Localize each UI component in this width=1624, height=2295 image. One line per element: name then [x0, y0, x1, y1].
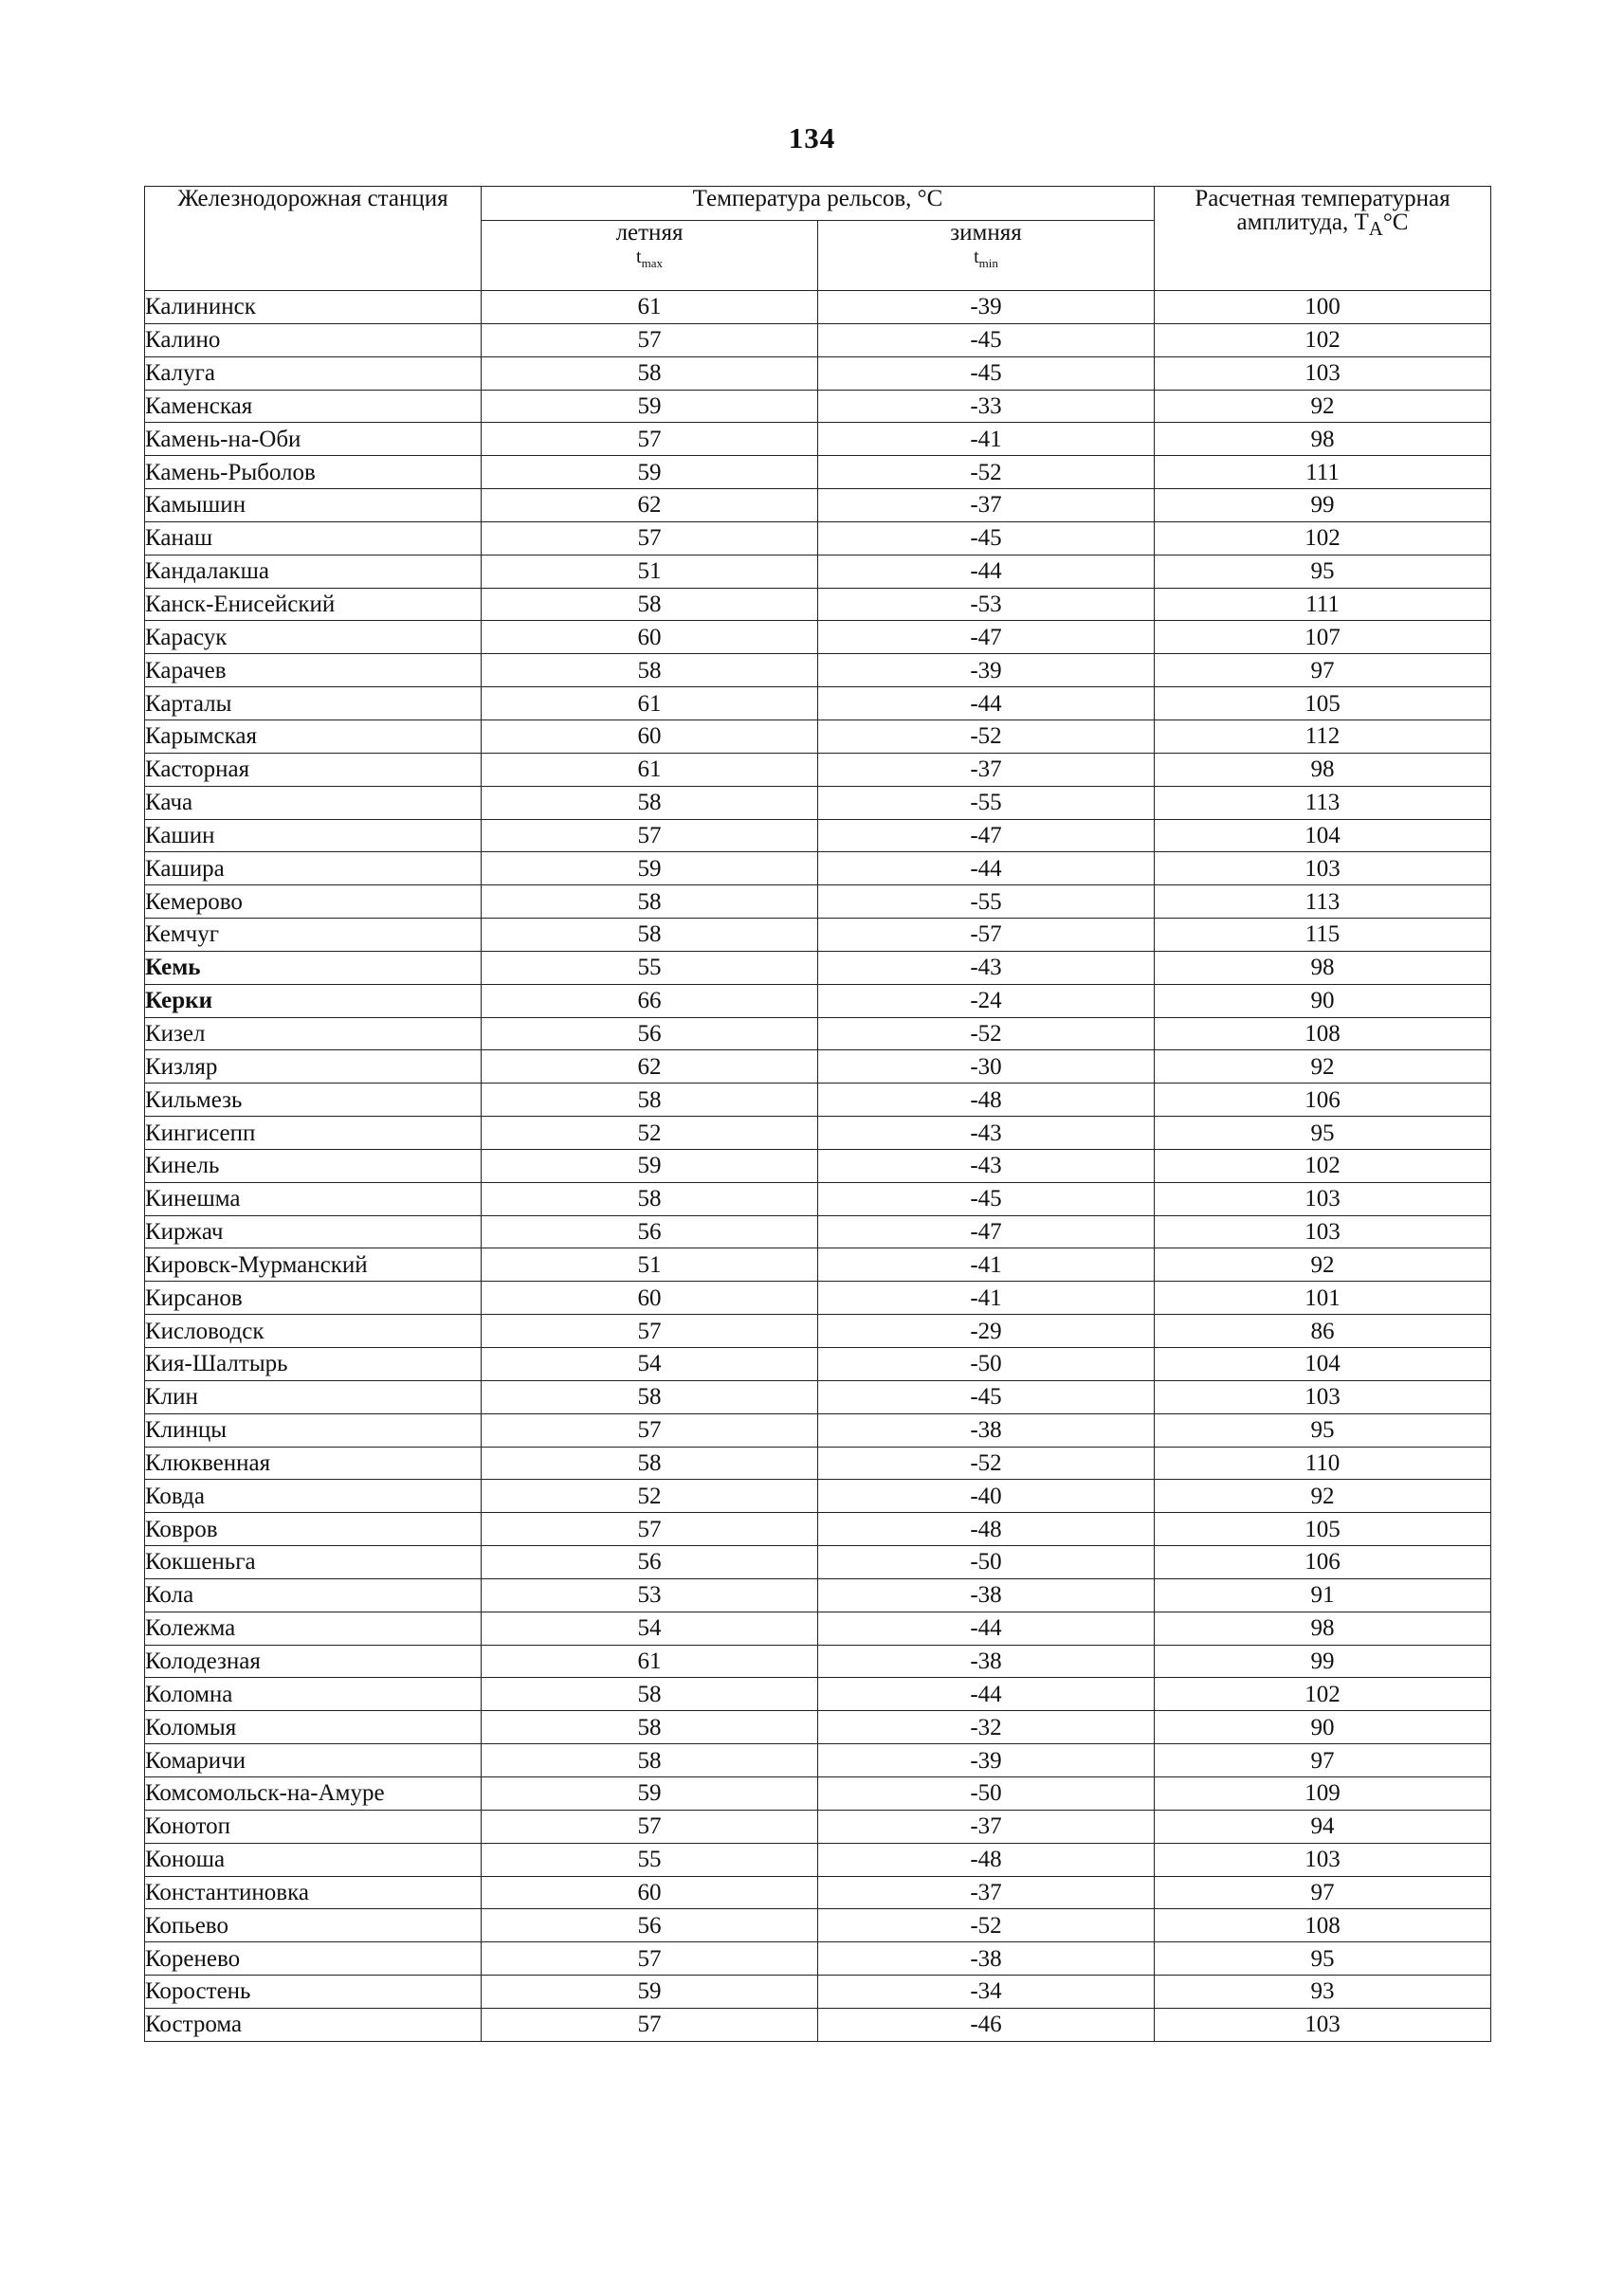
cell-tmax: 58: [482, 1182, 818, 1215]
cell-tmax: 57: [482, 2008, 818, 2041]
cell-tmin: -38: [818, 1645, 1155, 1678]
table-row: [145, 1744, 1491, 1777]
cell-tmax: 58: [482, 1678, 818, 1711]
cell-amplitude: 99: [1155, 1645, 1491, 1678]
cell-amplitude: 98: [1155, 753, 1491, 786]
cell-station: Карачев: [145, 654, 482, 687]
table-row: [145, 1348, 1491, 1381]
cell-tmax: 58: [482, 1447, 818, 1480]
table-row: [145, 390, 1491, 423]
cell-tmax: 61: [482, 291, 818, 324]
cell-tmin: -39: [818, 1744, 1155, 1777]
cell-amplitude: 111: [1155, 588, 1491, 621]
table-row: [145, 1578, 1491, 1612]
cell-tmax: 60: [482, 1282, 818, 1315]
cell-station: Кизел: [145, 1017, 482, 1050]
table-row: [145, 1612, 1491, 1645]
cell-tmax: 57: [482, 323, 818, 356]
cell-tmax: 57: [482, 423, 818, 456]
cell-tmax: 56: [482, 1017, 818, 1050]
cell-amplitude: 103: [1155, 1380, 1491, 1413]
table-row: [145, 687, 1491, 720]
cell-station: Коренево: [145, 1942, 482, 1976]
cell-amplitude: 103: [1155, 356, 1491, 390]
cell-tmin: -41: [818, 1282, 1155, 1315]
cell-tmin: -52: [818, 456, 1155, 489]
cell-amplitude: 98: [1155, 1612, 1491, 1645]
cell-tmin: -53: [818, 588, 1155, 621]
cell-amplitude: 103: [1155, 2008, 1491, 2041]
table-body: [145, 291, 1491, 2042]
cell-amplitude: 103: [1155, 1215, 1491, 1248]
cell-station: Карымская: [145, 719, 482, 753]
cell-tmin: -44: [818, 1612, 1155, 1645]
cell-amplitude: 92: [1155, 1248, 1491, 1282]
cell-tmax: 60: [482, 1876, 818, 1909]
cell-tmin: -41: [818, 423, 1155, 456]
cell-station: Карталы: [145, 687, 482, 720]
cell-station: Копьево: [145, 1909, 482, 1942]
cell-tmin: -45: [818, 356, 1155, 390]
table-row: [145, 885, 1491, 919]
cell-amplitude: 103: [1155, 852, 1491, 885]
cell-station: Кия-Шалтырь: [145, 1348, 482, 1381]
cell-tmax: 57: [482, 819, 818, 852]
cell-amplitude: 92: [1155, 1050, 1491, 1084]
table-row: [145, 521, 1491, 555]
cell-tmax: 62: [482, 489, 818, 522]
table-row: [145, 1413, 1491, 1447]
cell-tmin: -39: [818, 291, 1155, 324]
cell-tmin: -24: [818, 984, 1155, 1017]
cell-station: Калуга: [145, 356, 482, 390]
cell-tmin: -43: [818, 1117, 1155, 1150]
table-row: [145, 588, 1491, 621]
table-row: [145, 654, 1491, 687]
cell-tmax: 58: [482, 1380, 818, 1413]
table-row: [145, 1678, 1491, 1711]
cell-station: Кизляр: [145, 1050, 482, 1084]
cell-station: Камень-на-Оби: [145, 423, 482, 456]
cell-tmin: -52: [818, 719, 1155, 753]
table-row: [145, 291, 1491, 324]
cell-tmin: -45: [818, 323, 1155, 356]
table-row: [145, 1843, 1491, 1876]
cell-tmax: 57: [482, 1413, 818, 1447]
table-row: [145, 1017, 1491, 1050]
cell-tmax: 55: [482, 951, 818, 984]
cell-tmax: 59: [482, 456, 818, 489]
cell-station: Киржач: [145, 1215, 482, 1248]
cell-tmax: 58: [482, 654, 818, 687]
table-row: [145, 786, 1491, 819]
header-station: [145, 187, 482, 291]
cell-amplitude: 113: [1155, 885, 1491, 919]
cell-station: Комсомольск-на-Амуре: [145, 1776, 482, 1810]
cell-station: Колодезная: [145, 1645, 482, 1678]
cell-station: Камышин: [145, 489, 482, 522]
cell-tmax: 59: [482, 852, 818, 885]
cell-tmax: 62: [482, 1050, 818, 1084]
cell-amplitude: 95: [1155, 1413, 1491, 1447]
table-row: [145, 1711, 1491, 1744]
table-row: [145, 1480, 1491, 1513]
header-tmax-symbol: $t_{max}$: [636, 246, 663, 270]
cell-tmin: -44: [818, 852, 1155, 885]
table-row: [145, 1084, 1491, 1117]
cell-tmin: -43: [818, 1149, 1155, 1182]
header-amplitude-label: Расчетная температурная амплитуда, T: [1195, 186, 1451, 235]
cell-tmin: -44: [818, 687, 1155, 720]
cell-station: Клюквенная: [145, 1447, 482, 1480]
cell-amplitude: 102: [1155, 323, 1491, 356]
cell-tmax: 52: [482, 1117, 818, 1150]
cell-amplitude: 113: [1155, 786, 1491, 819]
cell-station: Кемерово: [145, 885, 482, 919]
cell-tmin: -32: [818, 1711, 1155, 1744]
cell-tmax: 59: [482, 390, 818, 423]
cell-amplitude: 112: [1155, 719, 1491, 753]
cell-amplitude: 106: [1155, 1084, 1491, 1117]
cell-amplitude: 98: [1155, 951, 1491, 984]
cell-station: Кисловодск: [145, 1315, 482, 1348]
cell-amplitude: 108: [1155, 1909, 1491, 1942]
cell-tmin: -50: [818, 1348, 1155, 1381]
cell-tmin: -43: [818, 951, 1155, 984]
table-row: [145, 819, 1491, 852]
cell-tmin: -37: [818, 753, 1155, 786]
cell-station: Кокшеньга: [145, 1546, 482, 1579]
table-row: [145, 1546, 1491, 1579]
cell-station: Клин: [145, 1380, 482, 1413]
cell-tmax: 60: [482, 621, 818, 654]
cell-amplitude: 100: [1155, 291, 1491, 324]
cell-tmin: -37: [818, 1876, 1155, 1909]
table-header: [145, 187, 1491, 291]
cell-station: Каменская: [145, 390, 482, 423]
cell-tmax: 56: [482, 1215, 818, 1248]
cell-station: Кострома: [145, 2008, 482, 2041]
cell-amplitude: 103: [1155, 1843, 1491, 1876]
cell-tmax: 57: [482, 1942, 818, 1976]
table-row: [145, 2008, 1491, 2041]
cell-station: Кола: [145, 1578, 482, 1612]
cell-tmax: 61: [482, 753, 818, 786]
cell-tmax: 58: [482, 1084, 818, 1117]
cell-tmin: -41: [818, 1248, 1155, 1282]
cell-tmax: 57: [482, 1810, 818, 1843]
cell-tmax: 52: [482, 1480, 818, 1513]
cell-tmax: 58: [482, 1744, 818, 1777]
cell-tmax: 51: [482, 555, 818, 588]
cell-station: Калино: [145, 323, 482, 356]
cell-station: Канаш: [145, 521, 482, 555]
cell-station: Касторная: [145, 753, 482, 786]
cell-station: Константиновка: [145, 1876, 482, 1909]
cell-station: Камень-Рыболов: [145, 456, 482, 489]
cell-amplitude: 101: [1155, 1282, 1491, 1315]
cell-station: Ковда: [145, 1480, 482, 1513]
cell-amplitude: 108: [1155, 1017, 1491, 1050]
cell-amplitude: 102: [1155, 1678, 1491, 1711]
cell-tmin: -34: [818, 1976, 1155, 2009]
cell-station: Кинешма: [145, 1182, 482, 1215]
cell-tmin: -37: [818, 1810, 1155, 1843]
cell-amplitude: 97: [1155, 654, 1491, 687]
header-rail-temp-label: Температура рельсов, °С: [692, 186, 943, 211]
cell-tmin: -52: [818, 1447, 1155, 1480]
header-amplitude-unit: °С: [1382, 209, 1409, 235]
cell-tmin: -38: [818, 1578, 1155, 1612]
table-row: [145, 423, 1491, 456]
rail-temperature-table: [144, 186, 1491, 2042]
cell-tmax: 61: [482, 1645, 818, 1678]
table-row: [145, 1909, 1491, 1942]
cell-station: Кашин: [145, 819, 482, 852]
cell-tmax: 54: [482, 1612, 818, 1645]
cell-station: Коломыя: [145, 1711, 482, 1744]
cell-tmin: -48: [818, 1513, 1155, 1546]
table-row: [145, 1050, 1491, 1084]
table-row: [145, 719, 1491, 753]
cell-tmin: -33: [818, 390, 1155, 423]
cell-tmax: 54: [482, 1348, 818, 1381]
header-winter-label: зимняя: [950, 220, 1022, 246]
cell-tmax: 60: [482, 719, 818, 753]
cell-station: Кандалакша: [145, 555, 482, 588]
table-row: [145, 753, 1491, 786]
table-row: [145, 919, 1491, 952]
table-row: [145, 1248, 1491, 1282]
cell-tmin: -52: [818, 1909, 1155, 1942]
header-tmin-symbol: $t_{min}$: [974, 246, 998, 270]
cell-tmax: 59: [482, 1776, 818, 1810]
cell-amplitude: 105: [1155, 1513, 1491, 1546]
cell-tmax: 58: [482, 1711, 818, 1744]
cell-station: Конотоп: [145, 1810, 482, 1843]
cell-station: Коростень: [145, 1976, 482, 2009]
cell-amplitude: 103: [1155, 1182, 1491, 1215]
cell-amplitude: 110: [1155, 1447, 1491, 1480]
table-row: [145, 555, 1491, 588]
cell-station: Коломна: [145, 1678, 482, 1711]
cell-tmin: -57: [818, 919, 1155, 952]
table-row: [145, 1215, 1491, 1248]
header-rail-temp: [482, 187, 1155, 221]
cell-amplitude: 90: [1155, 984, 1491, 1017]
table-row: [145, 1447, 1491, 1480]
cell-tmax: 57: [482, 1513, 818, 1546]
cell-amplitude: 86: [1155, 1315, 1491, 1348]
table-row: [145, 356, 1491, 390]
cell-tmin: -37: [818, 489, 1155, 522]
header-amplitude: [1155, 187, 1491, 291]
cell-amplitude: 106: [1155, 1546, 1491, 1579]
cell-amplitude: 93: [1155, 1976, 1491, 2009]
cell-amplitude: 91: [1155, 1578, 1491, 1612]
cell-amplitude: 102: [1155, 521, 1491, 555]
table-row: [145, 1645, 1491, 1678]
cell-tmin: -45: [818, 1182, 1155, 1215]
cell-station: Калининск: [145, 291, 482, 324]
header-amplitude-sub: A: [1368, 217, 1383, 240]
table-row: [145, 1315, 1491, 1348]
cell-tmin: -48: [818, 1843, 1155, 1876]
table-row: [145, 1776, 1491, 1810]
cell-tmin: -38: [818, 1413, 1155, 1447]
table-row: [145, 1513, 1491, 1546]
cell-station: Канск-Енисейский: [145, 588, 482, 621]
cell-station: Коноша: [145, 1843, 482, 1876]
cell-amplitude: 95: [1155, 555, 1491, 588]
cell-tmax: 57: [482, 1315, 818, 1348]
cell-tmax: 56: [482, 1546, 818, 1579]
cell-station: Кингисепп: [145, 1117, 482, 1150]
cell-tmin: -47: [818, 1215, 1155, 1248]
cell-tmax: 58: [482, 919, 818, 952]
cell-amplitude: 115: [1155, 919, 1491, 952]
cell-tmin: -52: [818, 1017, 1155, 1050]
cell-tmin: -48: [818, 1084, 1155, 1117]
table-row: [145, 1117, 1491, 1150]
cell-tmin: -50: [818, 1776, 1155, 1810]
table-row: [145, 1282, 1491, 1315]
cell-tmin: -45: [818, 521, 1155, 555]
cell-amplitude: 104: [1155, 819, 1491, 852]
cell-tmax: 53: [482, 1578, 818, 1612]
cell-tmax: 56: [482, 1909, 818, 1942]
cell-amplitude: 107: [1155, 621, 1491, 654]
header-summer: [482, 221, 818, 291]
cell-tmin: -29: [818, 1315, 1155, 1348]
table-row: [145, 852, 1491, 885]
cell-tmin: -38: [818, 1942, 1155, 1976]
cell-amplitude: 95: [1155, 1942, 1491, 1976]
cell-tmax: 58: [482, 885, 818, 919]
cell-tmax: 58: [482, 356, 818, 390]
cell-tmin: -44: [818, 1678, 1155, 1711]
cell-station: Клинцы: [145, 1413, 482, 1447]
cell-station: Ковров: [145, 1513, 482, 1546]
cell-station: Кильмезь: [145, 1084, 482, 1117]
table-row: [145, 456, 1491, 489]
cell-station: Колежма: [145, 1612, 482, 1645]
table-row: [145, 621, 1491, 654]
cell-amplitude: 94: [1155, 1810, 1491, 1843]
cell-station: Кемчуг: [145, 919, 482, 952]
cell-tmax: 55: [482, 1843, 818, 1876]
table-row: [145, 951, 1491, 984]
cell-tmin: -46: [818, 2008, 1155, 2041]
cell-tmax: 57: [482, 521, 818, 555]
header-winter: [818, 221, 1155, 291]
cell-amplitude: 111: [1155, 456, 1491, 489]
cell-tmin: -40: [818, 1480, 1155, 1513]
cell-tmax: 66: [482, 984, 818, 1017]
table-row: [145, 1182, 1491, 1215]
cell-station: Кинель: [145, 1149, 482, 1182]
cell-tmin: -30: [818, 1050, 1155, 1084]
cell-tmin: -50: [818, 1546, 1155, 1579]
header-summer-label: летняя: [615, 220, 684, 246]
cell-station: Керки: [145, 984, 482, 1017]
cell-station: Карасук: [145, 621, 482, 654]
table-row: [145, 1380, 1491, 1413]
cell-amplitude: 105: [1155, 687, 1491, 720]
cell-tmin: -55: [818, 786, 1155, 819]
cell-tmin: -44: [818, 555, 1155, 588]
cell-amplitude: 102: [1155, 1149, 1491, 1182]
cell-amplitude: 104: [1155, 1348, 1491, 1381]
cell-amplitude: 92: [1155, 390, 1491, 423]
cell-amplitude: 97: [1155, 1876, 1491, 1909]
cell-tmax: 59: [482, 1976, 818, 2009]
cell-amplitude: 109: [1155, 1776, 1491, 1810]
cell-tmin: -47: [818, 621, 1155, 654]
cell-tmax: 58: [482, 786, 818, 819]
table-row: [145, 1976, 1491, 2009]
cell-station: Кача: [145, 786, 482, 819]
table-row: [145, 1942, 1491, 1976]
cell-amplitude: 99: [1155, 489, 1491, 522]
cell-station: Кемь: [145, 951, 482, 984]
cell-amplitude: 92: [1155, 1480, 1491, 1513]
cell-tmax: 59: [482, 1149, 818, 1182]
table-row: [145, 1149, 1491, 1182]
page-number: 134: [788, 121, 836, 155]
cell-tmax: 61: [482, 687, 818, 720]
header-station-label: Железнодорожная станция: [177, 186, 448, 211]
cell-station: Кировск-Мурманский: [145, 1248, 482, 1282]
cell-tmin: -39: [818, 654, 1155, 687]
cell-tmin: -55: [818, 885, 1155, 919]
cell-amplitude: 97: [1155, 1744, 1491, 1777]
cell-amplitude: 95: [1155, 1117, 1491, 1150]
cell-station: Кашира: [145, 852, 482, 885]
table-row: [145, 323, 1491, 356]
cell-tmax: 58: [482, 588, 818, 621]
cell-tmax: 51: [482, 1248, 818, 1282]
cell-tmin: -47: [818, 819, 1155, 852]
cell-tmin: -45: [818, 1380, 1155, 1413]
cell-station: Кирсанов: [145, 1282, 482, 1315]
cell-amplitude: 90: [1155, 1711, 1491, 1744]
cell-station: Комаричи: [145, 1744, 482, 1777]
table-row: [145, 489, 1491, 522]
cell-amplitude: 98: [1155, 423, 1491, 456]
table-row: [145, 1810, 1491, 1843]
table-row: [145, 984, 1491, 1017]
table-row: [145, 1876, 1491, 1909]
